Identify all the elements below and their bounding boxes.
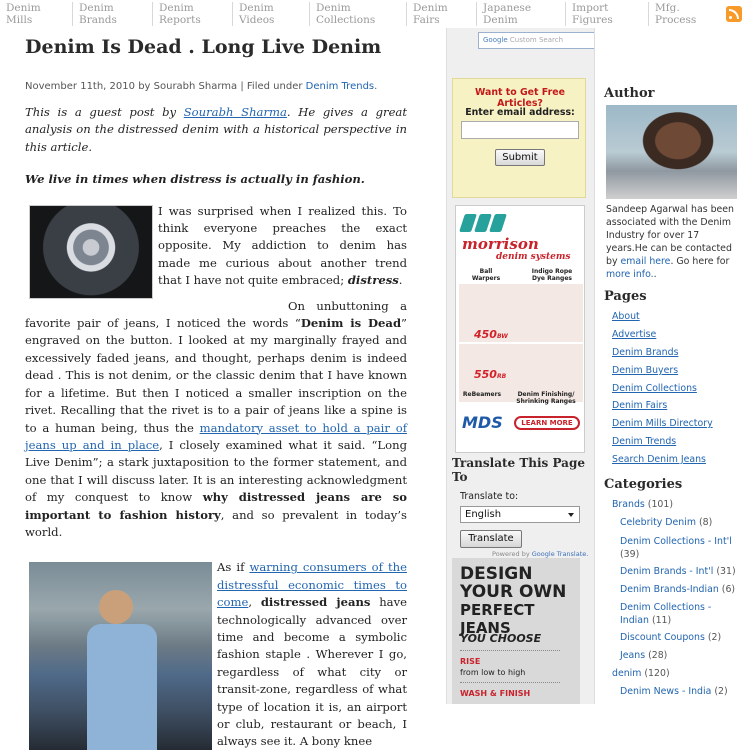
submit-button[interactable]: Submit (495, 149, 545, 166)
post-title[interactable]: Denim Is Dead . Long Live Denim (25, 36, 382, 58)
post-subheading: We live in times when distress is actually in fashion. (25, 172, 365, 187)
category-denim-brands-indian[interactable]: Denim Brands-Indian (6) (620, 584, 736, 595)
page-link-denim-buyers[interactable]: Denim Buyers (612, 365, 679, 376)
category-jeans[interactable]: Jeans (28) (620, 650, 668, 661)
page-link-denim-trends[interactable]: Denim Trends (612, 436, 677, 447)
rss-feed-icon[interactable] (726, 6, 742, 22)
mandatory-asset-link[interactable]: mandatory asset to hold a pair of jeans up and in place (25, 420, 407, 452)
email-field[interactable] (461, 121, 579, 139)
nav-item-denim-reports[interactable]: Denim Reports (152, 2, 201, 26)
page-link-advertise[interactable]: Advertise (612, 329, 657, 340)
category-brands[interactable]: Brands (101) (612, 499, 674, 510)
language-select[interactable]: English (460, 506, 580, 523)
categories-heading: Categories (604, 477, 683, 492)
page-link-denim-brands[interactable]: Denim Brands (612, 347, 679, 358)
paragraph-2: On unbuttoning a favorite pair of jeans, I noticed the words “Denim is Dead” engraved on the button. I looked at my marginally frayed and excessively faded jeans, and thought, perhaps denim is indeed dead . This is not denim, or the classic denim that I have known for a lifetime. But then I noticed a smaller inscription on the rivet. Recalling that the rivet is to a pair of jeans like a spine is to a human being, thus the mandatory asset to hold a pair of jeans up and in place, I closely examined what it said. “Long Live Denim”; a stark juxtaposition to the former statement, and one that I will discuss later. It is an interesting acknowledgment of my conquest to know why distressed jeans are so important to fashion history, and so prevalent in today’s world. (25, 298, 407, 539)
design-jeans-ad[interactable]: DESIGN YOUR OWN PERFECT JEANS YOU CHOOSE RISE from low to high WASH & FINISH (452, 558, 580, 704)
search-input[interactable]: Google Custom Search (478, 32, 658, 49)
category-celebrity-denim[interactable]: Celebrity Denim (8) (620, 517, 713, 528)
page-link-about[interactable]: About (612, 311, 640, 322)
post-body (25, 104, 407, 751)
author-bio: Sandeep Agarwal has been associated with the Denim Industry for over 17 years.He can be contacted by email here. Go here for more info.. (606, 204, 734, 280)
email-label: Enter email address: (465, 107, 575, 118)
top-navigation (0, 0, 756, 28)
page-link-denim-collections[interactable]: Denim Collections (612, 383, 697, 394)
warning-consumers-link[interactable]: warning consumers of the distressful economic times to come (217, 560, 407, 610)
nav-item-import-figures[interactable]: Import Figures (565, 2, 613, 26)
email-here-link[interactable]: email here (620, 256, 671, 267)
main-content (0, 28, 446, 749)
more-info-link[interactable]: more info. (606, 269, 654, 280)
author-photo (606, 105, 737, 199)
guest-author-link[interactable]: Sourabh Sharma (183, 105, 287, 119)
morrison-logo-icon (462, 214, 518, 234)
category-denim-news-india[interactable]: Denim News - India (2) (620, 686, 728, 697)
subscribe-title: Want to Get Free Articles? (475, 87, 565, 109)
post-intro: This is a guest post by Sourabh Sharma. He gives a great analysis on the distressed denim with a historical perspective in this article. (25, 105, 408, 154)
learn-more-button[interactable]: LEARN MORE (514, 416, 580, 430)
morrison-denim-ad[interactable]: morrison denim systems Ball Warpers Indigo Rope Dye Ranges 450BW 550RB ReBeamers Denim Finishing/ Shrinking Ranges MDS LEARN MORE (455, 205, 585, 453)
page-link-denim-mills-directory[interactable]: Denim Mills Directory (612, 418, 713, 429)
post-meta: November 11th, 2010 by Sourabh Sharma | Filed under Denim Trends. (25, 81, 378, 92)
category-denim[interactable]: denim (120) (612, 668, 670, 679)
nav-item-denim-brands[interactable]: Denim Brands (72, 2, 117, 26)
translate-button[interactable]: Translate (460, 530, 522, 548)
nav-item-japanese-denim[interactable]: Japanese Denim (476, 2, 531, 26)
page-link-denim-fairs[interactable]: Denim Fairs (612, 400, 668, 411)
category-discount-coupons[interactable]: Discount Coupons (2) (620, 632, 722, 643)
subscribe-box (452, 78, 586, 198)
nav-item-mfg-process[interactable]: Mfg. Process (648, 2, 696, 26)
nav-item-denim-mills[interactable]: Denim Mills (6, 2, 41, 26)
powered-by-google: Powered by Google Translate. (492, 550, 589, 558)
paragraph-1: I was surprised when I realized this. To think everyone preaches the exact opposite. My addiction to denim has made me curious about another trend that I have not quite embraced; distress. (25, 203, 407, 290)
nav-item-denim-fairs[interactable]: Denim Fairs (406, 2, 448, 26)
category-denim-collections-intl[interactable]: Denim Collections - Int'l (39) (620, 536, 732, 560)
category-link[interactable]: Denim Trends (305, 81, 375, 92)
pages-heading: Pages (604, 289, 647, 304)
street-woman-photo (29, 562, 212, 750)
translate-heading: Translate This Page To (452, 456, 585, 484)
page-link-search-denim-jeans[interactable]: Search Denim Jeans (612, 454, 706, 465)
author-heading: Author (604, 86, 655, 101)
nav-item-denim-videos[interactable]: Denim Videos (232, 2, 274, 26)
translate-label: Translate to: (460, 491, 519, 502)
category-denim-brands-intl[interactable]: Denim Brands - Int'l (31) (620, 566, 736, 577)
category-denim-collections-indian[interactable]: Denim Collections -Indian (11) (620, 602, 712, 626)
nav-item-denim-collections[interactable]: Denim Collections (309, 2, 375, 26)
jeans-button-image (29, 205, 153, 299)
paragraph-3: As if warning consumers of the distressful economic times to come, distressed jeans have technologically advanced over time and become a symbolic fashion staple . Wherever I go, regardless of what city or transit-zone, regardless of what type of location it is, an airport or club, restaurant or beach, I always see it. A bony knee (25, 559, 407, 750)
